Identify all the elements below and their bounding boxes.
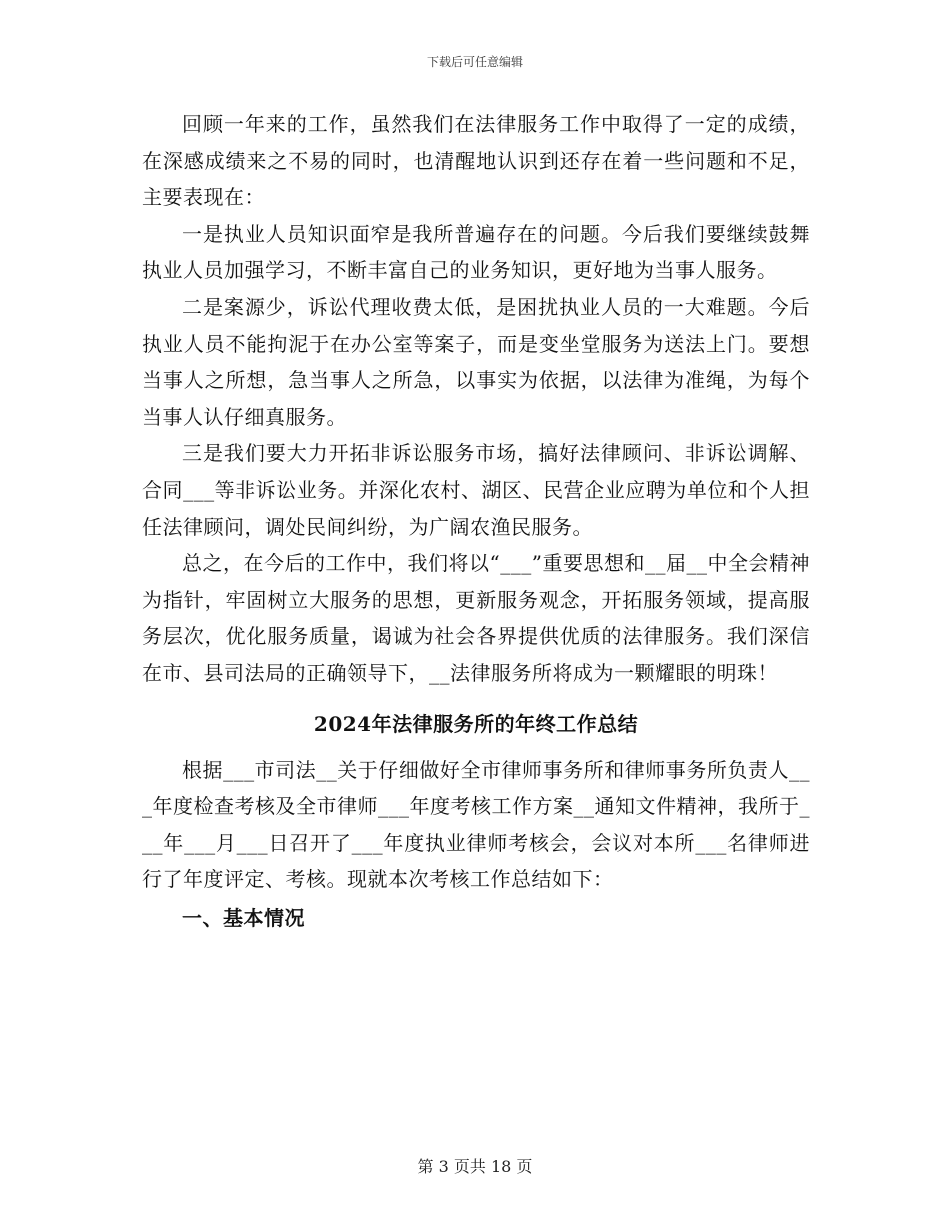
document-title: 2024年法律服务所的年终工作总结	[313, 711, 639, 736]
page-number: 第 3 页共 18 页	[417, 1157, 533, 1176]
paragraph-intro: 根据___市司法__关于仔细做好全市律师事务所和律师事务所负责人___年度检查考核及全市律师___年度考核工作方案__通知文件精神，我所于___年___月___日召开了___年度执业律师考核会，会议对本所___名律师进行了年度评定、考核。现就本次考核工作总结如下：	[142, 757, 810, 892]
page-header-note: 下载后可任意编辑	[426, 55, 523, 69]
paragraph-conclusion: 总之，在今后的工作中，我们将以“___”重要思想和__届__中全会精神为指针，牢固树立大服务的思想，更新服务观念，开拓服务领域，提高服务层次，优化服务质量，谒诚为社会各界提供优质的法律服务。我们深信在市、县司法局的正确领导下，__法律服务所将成为一颗耀眼的明珠！	[142, 551, 810, 685]
paragraph-issue-three: 三是我们要大力开拓非诉讼服务市场，搞好法律顾问、非诉讼调解、合同___等非诉讼业务。并深化农村、湖区、民营企业应聘为单位和个人担任法律顾问，调处民间纠纷，为广阔农渔民服务。	[142, 441, 810, 539]
document-body	[142, 106, 810, 936]
paragraph-issue-two: 二是案源少，诉讼代理收费太低，是困扰执业人员的一大难题。今后执业人员不能拘泥于在办公室等案子，而是变坐堂服务为送法上门。要想当事人之所想，急当事人之所急，以事实为依据，以法律为准绳，为每个当事人认仔细真服务。	[142, 294, 810, 429]
paragraph-issue-one: 一是执业人员知识面窄是我所普遍存在的问题。今后我们要继续鼓舞执业人员加强学习，不断丰富自己的业务知识，更好地为当事人服务。	[142, 221, 810, 283]
section-heading-basic-situation: 一、基本情况	[182, 905, 305, 930]
paragraph-review: 回顾一年来的工作，虽然我们在法律服务工作中取得了一定的成绩，在深感成绩来之不易的同时，也清醒地认识到还存在着一些问题和不足，主要表现在：	[142, 112, 810, 210]
